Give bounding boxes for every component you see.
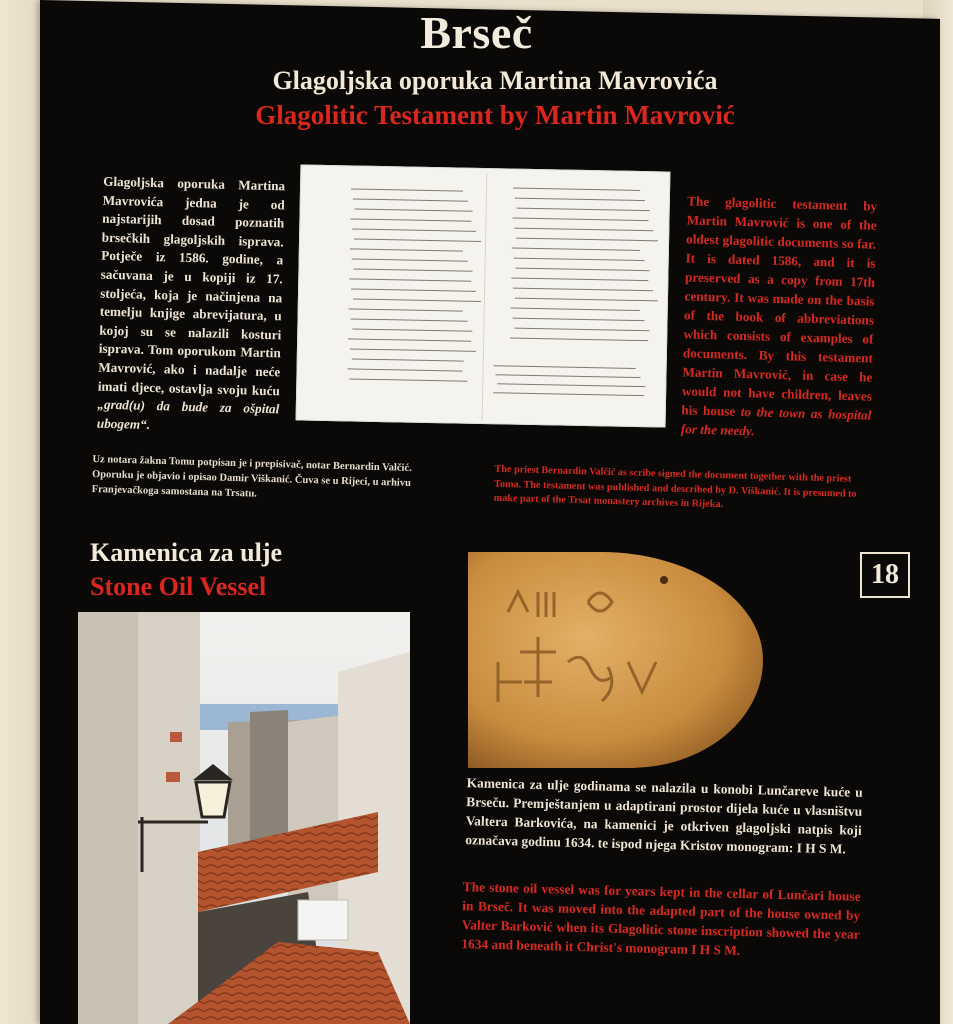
- testament-document-photo: [296, 164, 671, 427]
- testament-text-croatian: [97, 173, 286, 438]
- handwriting-line: [351, 288, 476, 291]
- handwriting-line: [513, 318, 645, 322]
- handwriting-line: [516, 238, 658, 242]
- document-fold: [482, 173, 488, 421]
- handwriting-line: [352, 258, 468, 261]
- handwriting-line: [353, 198, 468, 201]
- handwriting-line: [354, 239, 481, 242]
- handwriting-line: [348, 338, 471, 341]
- handwriting-line: [494, 365, 636, 369]
- handwriting-line: [514, 328, 649, 332]
- testament-note-english: The priest Bernardin Valčić as scribe signed the document together with the priest Toma. The testament was published and described by D. Viškanić. It is presumed to make part of the Trsat monastery archives in Rijeka.: [493, 463, 857, 511]
- handwriting-line: [348, 368, 463, 371]
- handwriting-line: [511, 308, 640, 311]
- vessel-title-english: Stone Oil Vessel: [90, 572, 267, 601]
- vessel-text-croatian: Kamenica za ulje godinama se nalazila u konobi Lunčareve kuće u Brseču. Premještanjem u adaptirani prostor dijela kuće u vlasništvu Valtera Barkovića, na kamenici je otkriven glagoljski natpis koji označava godinu 1634. te ispod njega Kristov monogram: I H S M.: [465, 775, 863, 857]
- handwriting-line: [514, 258, 645, 262]
- panel-title: Brseč: [420, 7, 533, 58]
- handwriting-line: [353, 269, 472, 272]
- street-photo: [78, 612, 410, 1024]
- handwriting-line: [351, 318, 468, 321]
- handwriting-line: [350, 218, 471, 221]
- handwriting-line: [350, 248, 463, 251]
- handwriting-line: [351, 188, 463, 191]
- subtitle-english: Glagolitic Testament by Martin Mavrović: [255, 100, 735, 130]
- handwriting-line: [510, 338, 648, 342]
- handwriting-line: [517, 208, 650, 212]
- handwriting-line: [352, 228, 476, 231]
- street-photo-image: [78, 612, 410, 1024]
- testament-text-english-body: The glagolitic testament by Martin Mavrović is one of the oldest glagolitic documents so far. It is dated 1586, and it is preserved as a copy from 17th century. It was made on the basis of the book of abbreviations which consists of examples of documents. By this testament Martin Mavrović, in case he would not have children, leaves his house: [681, 193, 878, 419]
- panel-number-badge: 18: [860, 552, 910, 598]
- handwriting-line: [349, 278, 471, 281]
- vessel-text-english: The stone oil vessel was for years kept in the cellar of Lunčari house in Brseč. It was moved into the adapted part of the house owned by Valter Barković when its Glagolitic stone inscription showed the year 1634 and beneath it Christ's monogram I H S M.: [461, 879, 861, 958]
- vessel-title-croatian: Kamenica za ulje: [90, 538, 283, 567]
- handwriting-line: [497, 383, 645, 387]
- handwriting-line: [512, 218, 648, 222]
- testament-text-english: [681, 191, 878, 443]
- handwriting-line: [512, 248, 640, 251]
- handwriting-line: [352, 358, 464, 361]
- handwriting-line: [493, 392, 644, 396]
- handwriting-line: [515, 298, 658, 302]
- subtitle-croatian: Glagoljska oporuka Martina Mavrovića: [272, 66, 718, 95]
- handwriting-line: [350, 348, 476, 351]
- handwriting-line: [513, 188, 640, 191]
- handwriting-line: [355, 209, 473, 212]
- testament-text-croatian-body: Glagoljska oporuka Martina Mavrovića jedna je od najstarijih dosad poznatih brsečkih glagoljskih isprava. Potječe iz 1586. godine, a sačuvana je u kopiji iz 17. stoljeća, koja je načinjena na temelju knjige abrevijatura, u kojoj su se nalazili kosturi isprava. Tom oporukom Martin Mavrović, ako i nadalje neće imati djece, ostavlja svoju kuću: [97, 173, 286, 398]
- testament-quote-english: to the town as hospital for the needy.: [680, 403, 872, 439]
- handwriting-line: [352, 328, 472, 331]
- handwriting-line: [349, 378, 467, 381]
- handwriting-line: [514, 228, 653, 232]
- handwriting-line: [513, 288, 653, 292]
- testament-note-croatian: Uz notara žakna Tomu potpisan je i prepisivač, notar Bernardin Valčić. Oporuku je objavio i opisao Damir Viškanić. Čuva se u Rijeci, u arhivu Franjevačkoga samostana na Trsatu.: [91, 453, 412, 500]
- handwriting-line: [349, 308, 463, 311]
- handwriting-line: [516, 268, 650, 272]
- handwriting-line: [511, 278, 648, 282]
- testament-quote-croatian: „grad(u) da bude za ošpital ubogem“.: [96, 396, 280, 432]
- handwriting-line: [495, 374, 640, 378]
- handwriting-line: [353, 299, 481, 302]
- handwriting-line: [515, 198, 645, 201]
